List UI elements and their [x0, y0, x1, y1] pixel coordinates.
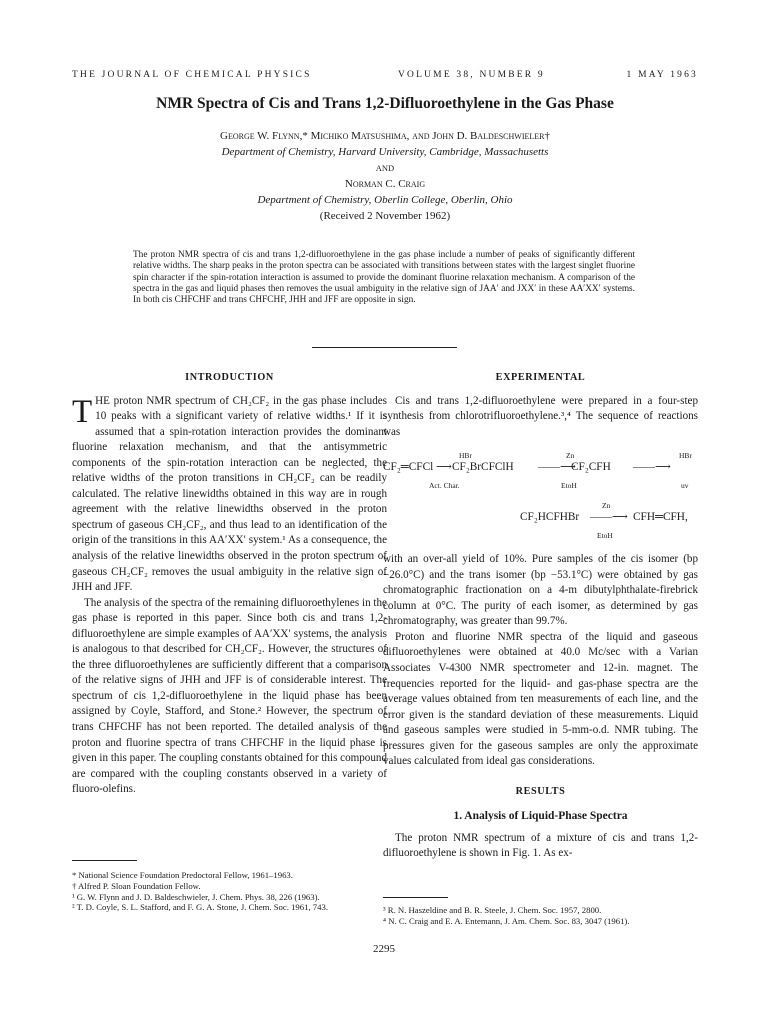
intermediate-formula: CF₂HCFHBr [520, 511, 580, 524]
introduction-heading: INTRODUCTION [185, 372, 274, 383]
footnotes-right [383, 905, 698, 927]
conditions-label: Act. Char. [429, 481, 460, 491]
authors-line-1: George W. Flynn,* Michiko Matsushima, and John D. Baldeschwieler† [220, 130, 550, 142]
drop-cap: T [72, 393, 93, 430]
abstract-text: The proton NMR spectra of cis and trans 1,2-difluoroethylene in the gas phase include a number of peaks of significantly different relative widths. The sharp peaks in the proton spectra can be associated with transitions between states with the largest singlet fluorine spin character if the spin-rotation interaction is assumed to provide the dominant fluorine relaxation mechanism. A comparison of the spectra in the gas and liquid phases then removes the usual ambiguity in the relative sign of JAA′ and JXX′ in these AA′XX′ systems. In both cis CHFCHF and trans CHFCHF, JHH and JFF are opposite in sign. [133, 250, 635, 306]
reaction-arrow: ——⟶ [633, 461, 671, 474]
section-divider [312, 347, 457, 348]
intro-paragraph-2: The analysis of the spectra of the remaining difluoroethylenes in the gas phase is reported in this paper. Since both cis and trans 1,2-difluoroethylene are simple examples of AA′XX′ systems, the analysis is analogous to that described for CH₂CF₂. However, the structures of the three difluoroethylenes are sufficiently different that a comparison of the relative signs of JHH and JFF is of considerable interest. The spectrum of cis 1,2-difluoroethylene in the liquid phase has been assigned by Coyle, Stafford, and Stone.² However, the spectrum of trans CHFCHF has not been reported. The detailed analysis of the proton and fluorine spectra of trans CHFCHF in the liquid phase is given in this paper. The coupling constants obtained for this compound are compared with the coupling constants observed in a variety of fluoro-olefins. [72, 596, 387, 796]
left-column [72, 370, 387, 798]
footnote-rule-right [383, 897, 448, 898]
results-subheading: 1. Analysis of Liquid-Phase Spectra [453, 810, 628, 823]
reaction-arrow: ——⟶ [538, 461, 576, 474]
authors-line-2: Norman C. Craig [344, 178, 426, 190]
abstract [133, 250, 635, 306]
running-header [72, 70, 698, 84]
footnote: ² T. D. Coyle, S. L. Stafford, and F. G. A. Stone, J. Chem. Soc. 1961, 743. [72, 902, 329, 913]
conditions-label: EtoH [561, 481, 577, 491]
reagent-label: Zn [566, 451, 575, 461]
right-column [383, 370, 698, 862]
journal-name: THE JOURNAL OF CHEMICAL PHYSICS [72, 70, 312, 80]
conditions-label: uv [681, 481, 689, 491]
reagent-label: Zn [602, 501, 611, 511]
experimental-heading: EXPERIMENTAL [495, 372, 586, 383]
footnote: ¹ G. W. Flynn and J. D. Baldeschwieler, J. Chem. Phys. 38, 226 (1963). [72, 891, 320, 902]
experimental-paragraph-2: with an over-all yield of 10%. Pure samples of the cis isomer (bp −26.0°C) and the trans isomer (bp −53.1°C) were obtained by gas chromatographic fractionation on a 4-m dibutylphthalate-firebrick column at 0°C. The purity of each isomer, as determined by gas chromatography, was greater than 99.7%. [383, 553, 698, 628]
reaction-arrow: ⟶ [436, 461, 452, 474]
footnote: ⁴ N. C. Craig and E. A. Entemann, J. Am. Chem. Soc. 83, 3047 (1961). [383, 915, 630, 926]
conditions-label: EtoH [597, 531, 613, 541]
reagent-label: HBr [679, 451, 692, 461]
reagent-label: HBr [459, 451, 472, 461]
intermediate-formula: CF₂BrCFClH [452, 461, 514, 474]
intro-paragraph-1-text: HE proton NMR spectrum of CH₂CF₂ in the gas phase includes 10 peaks with a significant variety of relative widths.¹ If it is assumed that a spin-rotation interaction provides the dominant fluorine relaxation mechanism, and that the antisymmetric components of the spin-rotation interaction can be neglected, the relative widths of the proton transitions in CH₂CF₂ can be readily calculated. The relative linewidths obtained in this way are in rough agreement with the relative linewidths observed in the proton spectrum of gaseous CH₂CF₂, and thus lead to an identification of the origin of the transitions in this AA′XX′ system.¹ As a consequence, the analysis of the relative linewidths observed in the proton spectrum of gaseous CH₂CF₂ removes the usual ambiguity in the relative sign of JHH and JFF. [72, 394, 387, 594]
footnote: † Alfred P. Sloan Foundation Fellow. [72, 880, 201, 891]
author-block [72, 128, 698, 224]
paper-title: NMR Spectra of Cis and Trans 1,2-Difluoroethylene in the Gas Phase [156, 95, 614, 112]
footnote-rule-left [72, 860, 137, 861]
affiliation-1: Department of Chemistry, Harvard University, Cambridge, Massachusetts [221, 146, 549, 158]
intro-paragraph-1 [72, 394, 387, 596]
footnote: * National Science Foundation Predoctoral Fellow, 1961–1963. [72, 870, 293, 880]
received-date: (Received 2 November 1962) [319, 210, 451, 222]
volume-number: VOLUME 38, NUMBER 9 [398, 70, 545, 80]
affiliation-2: Department of Chemistry, Oberlin College, Oberlin, Ohio [257, 194, 513, 206]
experimental-paragraph-3: Proton and fluorine NMR spectra of the liquid and gaseous difluoroethylenes were obtained at 40.0 Mc/sec with a Varian Associates V-4300 NMR spectrometer and 12-in. magnet. The frequencies reported for the liquid- and gas-phase spectra are the average values obtained from ten measurements of each line, and the error given is the standard deviation of these measurements. Liquid and gaseous samples were studied in 5-mm-o.d. NMR tubing. The pressures given for the gaseous samples are only the approximate values calculated from ideal gas considerations. [383, 630, 698, 768]
intermediate-formula: CF₂CFH [571, 461, 611, 474]
footnote: ³ R. N. Haszeldine and B. R. Steele, J. Chem. Soc. 1957, 2800. [383, 905, 602, 915]
experimental-paragraph-1: Cis and trans 1,2-difluoroethylene were prepared in a four-step synthesis from chlorotrifluoroethylene.³,⁴ The sequence of reactions was [383, 394, 698, 438]
reaction-arrow: ——⟶ [590, 511, 628, 524]
reaction-scheme [383, 446, 698, 542]
product-formula: CFH═CFH, [633, 511, 688, 524]
page-number: 2295 [373, 943, 395, 955]
results-paragraph-1: The proton NMR spectrum of a mixture of cis and trans 1,2-difluoroethylene is shown in Fig. 1. As ex- [383, 831, 698, 860]
issue-date: 1 MAY 1963 [626, 70, 698, 80]
reactant-formula: CF₂═CFCl [383, 461, 434, 474]
and-separator: AND [375, 163, 395, 173]
footnotes-left [72, 870, 387, 913]
results-heading: RESULTS [515, 785, 566, 797]
